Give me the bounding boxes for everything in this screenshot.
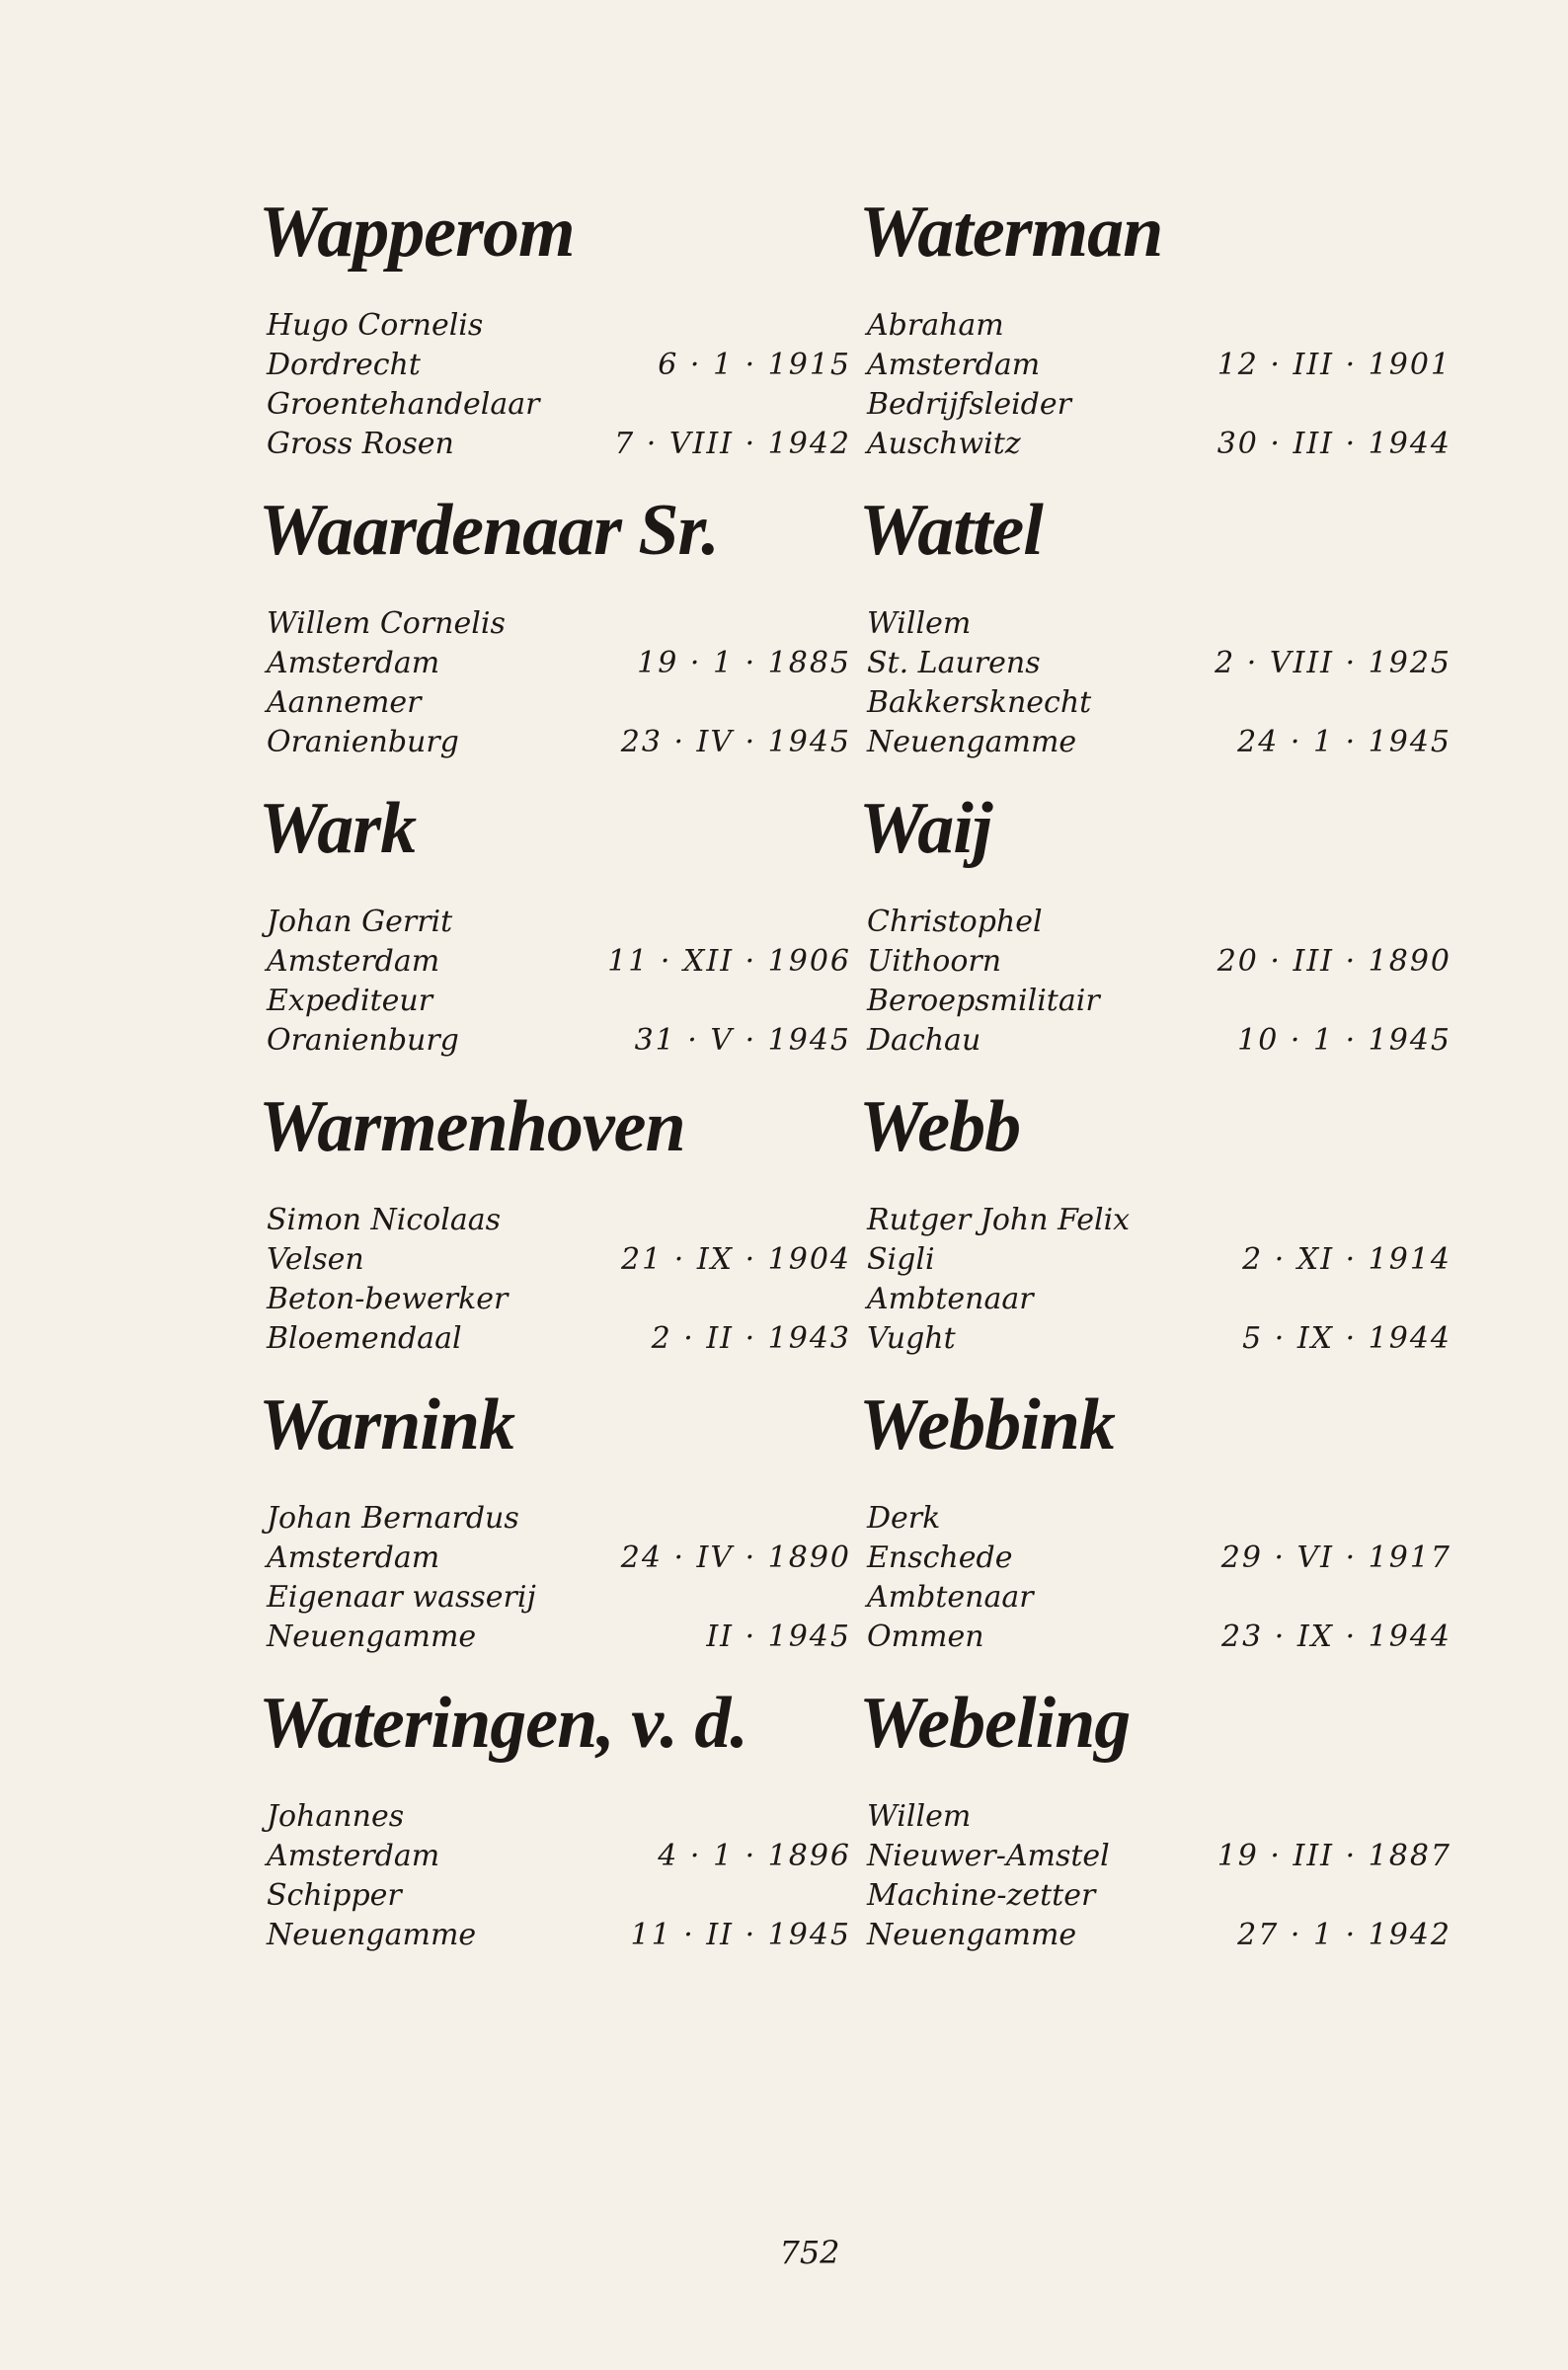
death-place: Neuengamme bbox=[867, 1918, 1077, 1952]
death-line bbox=[267, 1021, 851, 1061]
birthplace: Amsterdam bbox=[267, 1540, 440, 1575]
occupation: Ambtenaar bbox=[867, 1580, 1034, 1615]
death-date: 2 · II · 1943 bbox=[651, 1321, 851, 1356]
given-names-line bbox=[267, 903, 851, 942]
birth-line bbox=[267, 942, 851, 982]
birthplace: Uithoorn bbox=[867, 944, 1002, 979]
occupation-line bbox=[267, 1876, 851, 1916]
death-line bbox=[867, 723, 1451, 762]
entry-surname: Webbink bbox=[859, 1384, 1115, 1465]
birthplace: Amsterdam bbox=[267, 944, 440, 979]
occupation-line bbox=[267, 1578, 851, 1618]
given-names: Johan Bernardus bbox=[267, 1501, 519, 1536]
entry-waij bbox=[859, 788, 1451, 1078]
given-names: Hugo Cornelis bbox=[267, 308, 484, 343]
death-line bbox=[267, 1319, 851, 1359]
death-place: Vught bbox=[867, 1321, 956, 1356]
death-line bbox=[867, 1618, 1451, 1657]
death-date: 24 · 1 · 1945 bbox=[1237, 725, 1451, 759]
birth-date: 20 · III · 1890 bbox=[1216, 944, 1451, 979]
death-place: Ommen bbox=[867, 1620, 984, 1654]
given-names: Willem bbox=[867, 606, 972, 641]
death-line bbox=[867, 1916, 1451, 1955]
entry-surname: Wapperom bbox=[259, 192, 575, 273]
birth-date: 21 · IX · 1904 bbox=[621, 1242, 851, 1277]
given-names: Johannes bbox=[267, 1799, 405, 1834]
entry-warnink bbox=[259, 1384, 851, 1675]
death-line bbox=[867, 1021, 1451, 1061]
birth-line bbox=[867, 1837, 1451, 1876]
birthplace: Sigli bbox=[867, 1242, 935, 1277]
occupation: Ambtenaar bbox=[867, 1282, 1034, 1316]
birth-date: 2 · XI · 1914 bbox=[1242, 1242, 1451, 1277]
entry-wateringen bbox=[259, 1683, 851, 1973]
birth-line bbox=[867, 346, 1451, 385]
birthplace: St. Laurens bbox=[867, 646, 1041, 680]
birthplace: Enschede bbox=[867, 1540, 1013, 1575]
birth-line bbox=[267, 644, 851, 683]
death-line bbox=[867, 425, 1451, 464]
birthplace: Amsterdam bbox=[867, 348, 1041, 382]
entry-wattel bbox=[859, 490, 1451, 780]
birthplace: Nieuwer-Amstel bbox=[867, 1839, 1110, 1873]
entry-waterman bbox=[859, 192, 1451, 482]
entry-waardenaar bbox=[259, 490, 851, 780]
occupation: Eigenaar wasserij bbox=[267, 1580, 536, 1615]
occupation: Bedrijfsleider bbox=[867, 387, 1071, 422]
birth-line bbox=[867, 1539, 1451, 1578]
given-names: Derk bbox=[867, 1501, 941, 1536]
death-date: 27 · 1 · 1942 bbox=[1237, 1918, 1451, 1952]
occupation-line bbox=[867, 385, 1451, 425]
birthplace: Dordrecht bbox=[267, 348, 421, 382]
given-names-line bbox=[267, 1201, 851, 1240]
birth-line bbox=[867, 942, 1451, 982]
entry-surname: Wattel bbox=[859, 490, 1043, 571]
occupation-line bbox=[867, 1578, 1451, 1618]
given-names-line bbox=[867, 306, 1451, 346]
given-names: Johan Gerrit bbox=[267, 905, 453, 939]
death-place: Neuengamme bbox=[867, 725, 1077, 759]
entry-surname: Wark bbox=[259, 788, 417, 869]
given-names-line bbox=[867, 604, 1451, 644]
occupation: Beton-bewerker bbox=[267, 1282, 509, 1316]
birth-date: 12 · III · 1901 bbox=[1216, 348, 1451, 382]
given-names-line bbox=[267, 1499, 851, 1539]
death-place: Dachau bbox=[867, 1023, 981, 1058]
occupation: Beroepsmilitair bbox=[867, 984, 1100, 1018]
entry-webbink bbox=[859, 1384, 1451, 1675]
entry-warmenhoven bbox=[259, 1086, 851, 1377]
birth-date: 6 · 1 · 1915 bbox=[658, 348, 851, 382]
occupation-line bbox=[867, 1876, 1451, 1916]
death-line bbox=[867, 1319, 1451, 1359]
birth-line bbox=[867, 644, 1451, 683]
given-names: Simon Nicolaas bbox=[267, 1203, 501, 1237]
death-date: 23 · IX · 1944 bbox=[1221, 1620, 1451, 1654]
given-names: Willem Cornelis bbox=[267, 606, 506, 641]
occupation: Groentehandelaar bbox=[267, 387, 540, 422]
occupation: Schipper bbox=[267, 1878, 402, 1913]
birth-line bbox=[267, 1837, 851, 1876]
occupation-line bbox=[267, 683, 851, 723]
entry-webeling bbox=[859, 1683, 1451, 1973]
entry-surname: Webeling bbox=[859, 1683, 1131, 1764]
given-names-line bbox=[267, 306, 851, 346]
death-place: Gross Rosen bbox=[267, 427, 454, 461]
birth-line bbox=[267, 1539, 851, 1578]
birth-date: 19 · 1 · 1885 bbox=[637, 646, 851, 680]
occupation: Expediteur bbox=[267, 984, 433, 1018]
death-place: Oranienburg bbox=[267, 725, 459, 759]
birthplace: Velsen bbox=[267, 1242, 364, 1277]
death-line bbox=[267, 1618, 851, 1657]
entry-surname: Warmenhoven bbox=[259, 1086, 685, 1167]
birth-date: 2 · VIII · 1925 bbox=[1215, 646, 1451, 680]
entry-surname: Webb bbox=[859, 1086, 1021, 1167]
given-names-line bbox=[867, 1797, 1451, 1837]
given-names-line bbox=[867, 1201, 1451, 1240]
birthplace: Amsterdam bbox=[267, 646, 440, 680]
occupation-line bbox=[267, 385, 851, 425]
given-names: Willem bbox=[867, 1799, 972, 1834]
death-date: 30 · III · 1944 bbox=[1216, 427, 1451, 461]
death-place: Oranienburg bbox=[267, 1023, 459, 1058]
given-names: Christophel bbox=[867, 905, 1043, 939]
birth-date: 19 · III · 1887 bbox=[1216, 1839, 1451, 1873]
death-date: 10 · 1 · 1945 bbox=[1237, 1023, 1451, 1058]
death-date: II · 1945 bbox=[706, 1620, 851, 1654]
birth-date: 11 · XII · 1906 bbox=[607, 944, 851, 979]
entry-wapperom bbox=[259, 192, 851, 482]
birth-line bbox=[267, 346, 851, 385]
entry-surname: Wateringen, v. d. bbox=[259, 1683, 747, 1764]
death-date: 7 · VIII · 1942 bbox=[614, 427, 851, 461]
birth-date: 4 · 1 · 1896 bbox=[658, 1839, 851, 1873]
entry-surname: Warnink bbox=[259, 1384, 514, 1465]
death-place: Neuengamme bbox=[267, 1620, 477, 1654]
given-names-line bbox=[267, 604, 851, 644]
death-date: 5 · IX · 1944 bbox=[1242, 1321, 1451, 1356]
death-place: Neuengamme bbox=[267, 1918, 477, 1952]
page-number: 752 bbox=[779, 2234, 840, 2271]
death-date: 23 · IV · 1945 bbox=[620, 725, 851, 759]
death-place: Auschwitz bbox=[867, 427, 1021, 461]
occupation: Aannemer bbox=[267, 685, 422, 720]
death-line bbox=[267, 723, 851, 762]
birth-line bbox=[867, 1240, 1451, 1280]
given-names: Rutger John Felix bbox=[867, 1203, 1131, 1237]
occupation-line bbox=[867, 1280, 1451, 1319]
death-line bbox=[267, 1916, 851, 1955]
entry-wark bbox=[259, 788, 851, 1078]
death-line bbox=[267, 425, 851, 464]
given-names-line bbox=[867, 903, 1451, 942]
occupation: Bakkersknecht bbox=[867, 685, 1092, 720]
birthplace: Amsterdam bbox=[267, 1839, 440, 1873]
given-names: Abraham bbox=[867, 308, 1004, 343]
entry-surname: Waij bbox=[859, 788, 992, 869]
birth-date: 29 · VI · 1917 bbox=[1220, 1540, 1451, 1575]
occupation-line bbox=[867, 683, 1451, 723]
birth-line bbox=[267, 1240, 851, 1280]
birth-date: 24 · IV · 1890 bbox=[620, 1540, 851, 1575]
given-names-line bbox=[267, 1797, 851, 1837]
occupation-line bbox=[267, 982, 851, 1021]
death-place: Bloemendaal bbox=[267, 1321, 462, 1356]
occupation-line bbox=[267, 1280, 851, 1319]
given-names-line bbox=[867, 1499, 1451, 1539]
occupation: Machine-zetter bbox=[867, 1878, 1096, 1913]
death-date: 11 · II · 1945 bbox=[630, 1918, 851, 1952]
entry-webb bbox=[859, 1086, 1451, 1377]
death-date: 31 · V · 1945 bbox=[634, 1023, 851, 1058]
occupation-line bbox=[867, 982, 1451, 1021]
entry-surname: Waardenaar Sr. bbox=[259, 490, 719, 571]
entry-surname: Waterman bbox=[859, 192, 1163, 273]
